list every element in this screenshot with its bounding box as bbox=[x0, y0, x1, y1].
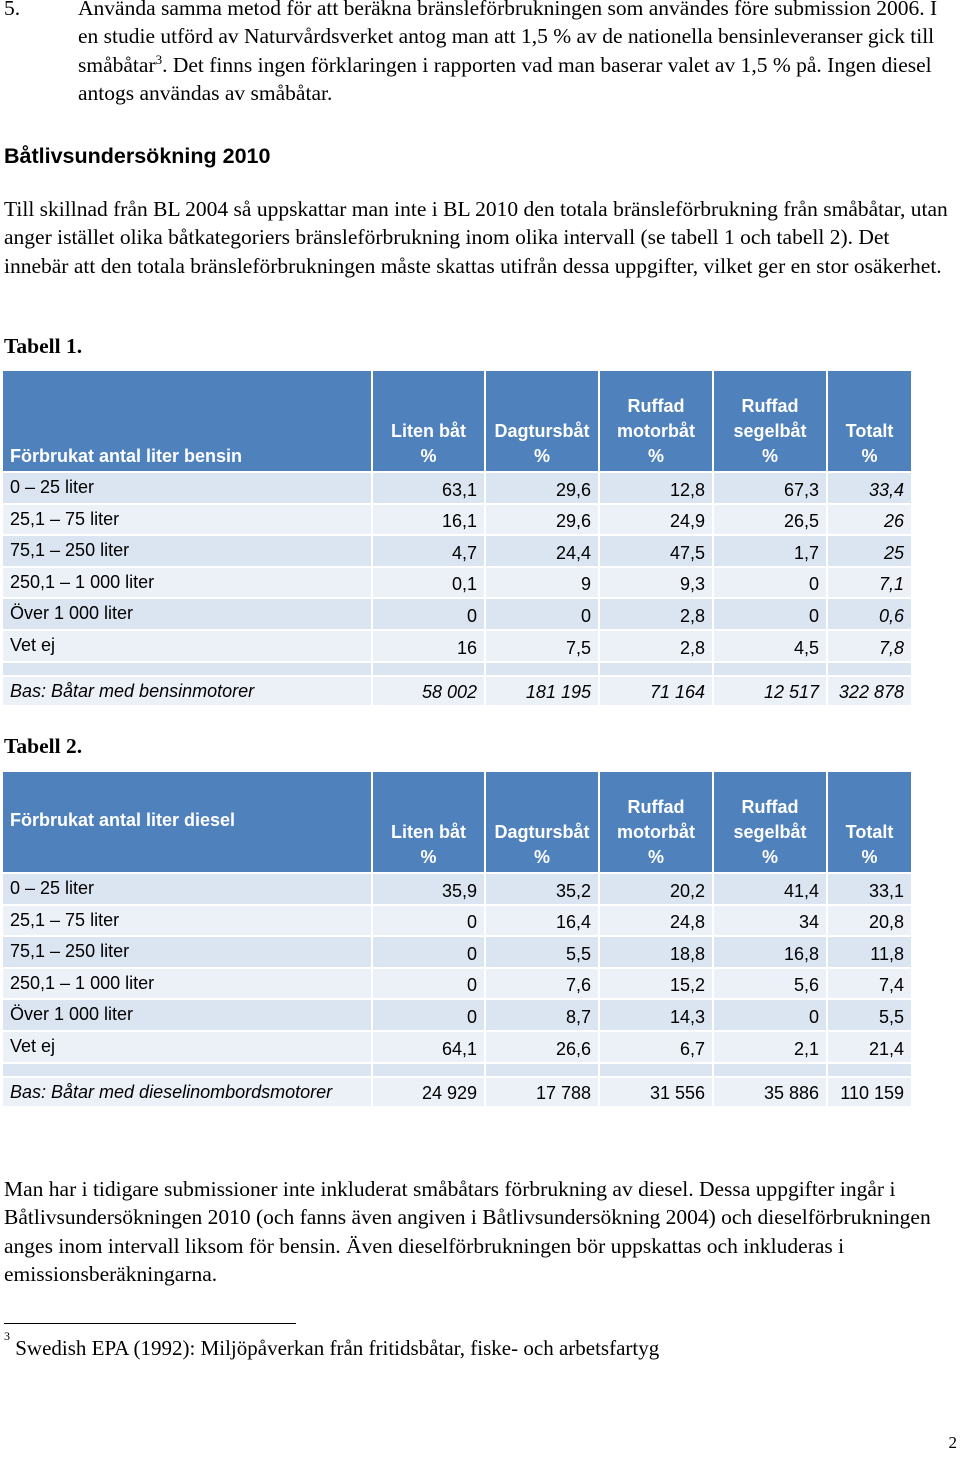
table-cell: 20,8 bbox=[828, 906, 913, 938]
table-cell: 25 bbox=[828, 536, 913, 568]
header-mid: Liten båt bbox=[391, 822, 466, 842]
table-cell: 5,5 bbox=[486, 937, 600, 969]
row-label: Över 1 000 liter bbox=[3, 599, 373, 631]
table-cell: 35,9 bbox=[373, 874, 486, 906]
table-row bbox=[3, 473, 913, 505]
header-mid: segelbåt bbox=[733, 822, 807, 842]
table-cell: 35,2 bbox=[486, 874, 600, 906]
table-cell: 24,8 bbox=[600, 906, 714, 938]
row-label: 0 – 25 liter bbox=[3, 874, 373, 906]
table-cell: 26,6 bbox=[486, 1032, 600, 1064]
table-cell: 16 bbox=[373, 631, 486, 663]
base-label: Bas: Båtar med bensinmotorer bbox=[3, 677, 373, 707]
row-label: 25,1 – 75 liter bbox=[3, 505, 373, 537]
table-cell: 5,5 bbox=[828, 1000, 913, 1032]
table-cell: 34 bbox=[714, 906, 828, 938]
table-cell: 29,6 bbox=[486, 473, 600, 505]
base-cell: 12 517 bbox=[714, 677, 828, 707]
header-col bbox=[828, 371, 913, 473]
row-label: 0 – 25 liter bbox=[3, 473, 373, 505]
table-cell: 2,8 bbox=[600, 599, 714, 631]
footnote-ref: 3 bbox=[155, 51, 163, 67]
base-row bbox=[3, 677, 913, 707]
base-cell: 181 195 bbox=[486, 677, 600, 707]
table-cell: 18,8 bbox=[600, 937, 714, 969]
table-cell: 16,8 bbox=[714, 937, 828, 969]
header-col bbox=[486, 371, 600, 473]
table-cell: 24,9 bbox=[600, 505, 714, 537]
row-label: 25,1 – 75 liter bbox=[3, 906, 373, 938]
footnote-divider bbox=[4, 1323, 296, 1324]
table-row bbox=[3, 631, 913, 663]
header-mid: segelbåt bbox=[733, 421, 807, 441]
table-cell: 21,4 bbox=[828, 1032, 913, 1064]
table-row bbox=[3, 906, 913, 938]
table-cell: 47,5 bbox=[600, 536, 714, 568]
header-mid: Dagtursbåt bbox=[494, 822, 590, 842]
section-heading: Båtlivsundersökning 2010 bbox=[4, 144, 271, 168]
table-row bbox=[3, 969, 913, 1001]
table-cell: 7,1 bbox=[828, 568, 913, 600]
header-mid: Liten båt bbox=[391, 421, 466, 441]
row-label: 250,1 – 1 000 liter bbox=[3, 969, 373, 1001]
table-bensin bbox=[3, 371, 913, 707]
table-cell: 26,5 bbox=[714, 505, 828, 537]
header-unit: % bbox=[647, 446, 664, 466]
header-top: Ruffad bbox=[741, 396, 799, 416]
table-cell: 5,6 bbox=[714, 969, 828, 1001]
header-unit: % bbox=[420, 446, 437, 466]
table-diesel bbox=[3, 772, 913, 1108]
table1-label: Tabell 1. bbox=[4, 334, 83, 358]
row-label: 75,1 – 250 liter bbox=[3, 937, 373, 969]
footnote bbox=[4, 1329, 660, 1361]
header-top bbox=[380, 795, 477, 820]
row-label: Över 1 000 liter bbox=[3, 1000, 373, 1032]
footnote-number: 3 bbox=[4, 1329, 10, 1343]
paragraph-intro: Till skillnad från BL 2004 så uppskattar man inte i BL 2010 den totala bränsleförbrukning från småbåtar, utan anger istället olika båtkategoriers bränsleförbrukning inom olika intervall (se tabell 1 och tabell 2). Det innebär att den totala bränsleförbrukningen måste skattas utifrån dessa uppgifter, vilket ger en stor osäkerhet. bbox=[4, 197, 948, 278]
table-cell: 15,2 bbox=[600, 969, 714, 1001]
header-col bbox=[600, 772, 714, 874]
table-cell: 41,4 bbox=[714, 874, 828, 906]
table-cell: 67,3 bbox=[714, 473, 828, 505]
table-cell: 0 bbox=[373, 937, 486, 969]
header-mid: Totalt bbox=[845, 822, 894, 842]
table-cell: 4,7 bbox=[373, 536, 486, 568]
header-col bbox=[600, 371, 714, 473]
list-item-text: Använda samma metod för att beräkna bränsleförbrukningen som användes före submission 2006. I en studie utförd av Naturvårdsverket antog man att 1,5 % av de nationella bensinleveranser gick till småbåtar$^3$. Det finns ingen förklaringen i rapporten vad man baserar valet av 1,5 % på. Ingen diesel antogs användas av småbåtar. bbox=[78, 0, 938, 106]
base-cell: 58 002 bbox=[373, 677, 486, 707]
base-cell: 24 929 bbox=[373, 1078, 486, 1108]
header-top: Ruffad bbox=[627, 797, 685, 817]
table-row bbox=[3, 568, 913, 600]
page-number: 2 bbox=[948, 1433, 957, 1452]
table-row bbox=[3, 937, 913, 969]
header-first: Förbrukat antal liter diesel bbox=[3, 772, 373, 874]
table-cell: 9 bbox=[486, 568, 600, 600]
row-label: Vet ej bbox=[3, 631, 373, 663]
base-cell: 322 878 bbox=[828, 677, 913, 707]
header-top bbox=[380, 394, 477, 419]
header-top bbox=[835, 394, 904, 419]
header-mid: motorbåt bbox=[617, 421, 695, 441]
header-col bbox=[373, 371, 486, 473]
table-cell: 2,1 bbox=[714, 1032, 828, 1064]
table-cell: 4,5 bbox=[714, 631, 828, 663]
table-cell: 0 bbox=[714, 568, 828, 600]
header-col bbox=[714, 371, 828, 473]
table-cell: 26 bbox=[828, 505, 913, 537]
spacer-row bbox=[3, 1064, 913, 1078]
table-cell: 0 bbox=[486, 599, 600, 631]
table-cell: 63,1 bbox=[373, 473, 486, 505]
table-cell: 0 bbox=[714, 1000, 828, 1032]
spacer-row bbox=[3, 663, 913, 677]
header-col bbox=[373, 772, 486, 874]
table-cell: 24,4 bbox=[486, 536, 600, 568]
header-col bbox=[486, 772, 600, 874]
header-unit: % bbox=[533, 446, 550, 466]
header-top bbox=[835, 795, 904, 820]
row-label: 75,1 – 250 liter bbox=[3, 536, 373, 568]
table-cell: 29,6 bbox=[486, 505, 600, 537]
table-cell: 6,7 bbox=[600, 1032, 714, 1064]
table-row bbox=[3, 1032, 913, 1064]
header-unit: % bbox=[533, 847, 550, 867]
list-item-5 bbox=[4, 0, 954, 108]
table-cell: 8,7 bbox=[486, 1000, 600, 1032]
header-top: Ruffad bbox=[627, 396, 685, 416]
table-cell: 7,6 bbox=[486, 969, 600, 1001]
header-first: Förbrukat antal liter bensin bbox=[3, 371, 373, 473]
base-row bbox=[3, 1078, 913, 1108]
table-cell: 64,1 bbox=[373, 1032, 486, 1064]
header-unit: % bbox=[647, 847, 664, 867]
header-col bbox=[828, 772, 913, 874]
table2-label: Tabell 2. bbox=[4, 734, 83, 758]
header-mid: Dagtursbåt bbox=[494, 421, 590, 441]
base-cell: 31 556 bbox=[600, 1078, 714, 1108]
header-top bbox=[493, 394, 591, 419]
base-label: Bas: Båtar med dieselinombordsmotorer bbox=[3, 1078, 373, 1108]
header-unit: % bbox=[420, 847, 437, 867]
table-cell: 0 bbox=[373, 906, 486, 938]
table-row bbox=[3, 599, 913, 631]
header-mid: motorbåt bbox=[617, 822, 695, 842]
base-cell: 35 886 bbox=[714, 1078, 828, 1108]
table-cell: 0 bbox=[373, 599, 486, 631]
table-row bbox=[3, 505, 913, 537]
footnote-text: Swedish EPA (1992): Miljöpåverkan från fritidsbåtar, fiske- och arbetsfartyg bbox=[15, 1336, 660, 1360]
table-row bbox=[3, 874, 913, 906]
table-cell: 33,4 bbox=[828, 473, 913, 505]
header-unit: % bbox=[861, 446, 878, 466]
table-cell: 12,8 bbox=[600, 473, 714, 505]
table-cell: 33,1 bbox=[828, 874, 913, 906]
table-cell: 1,7 bbox=[714, 536, 828, 568]
header-mid: Totalt bbox=[845, 421, 894, 441]
header-col bbox=[714, 772, 828, 874]
table-cell: 20,2 bbox=[600, 874, 714, 906]
header-unit: % bbox=[861, 847, 878, 867]
header-unit: % bbox=[761, 847, 778, 867]
table-row bbox=[3, 536, 913, 568]
base-cell: 17 788 bbox=[486, 1078, 600, 1108]
header-unit: % bbox=[761, 446, 778, 466]
list-number: 5. bbox=[4, 0, 21, 20]
base-cell: 110 159 bbox=[828, 1078, 913, 1108]
table-cell: 7,4 bbox=[828, 969, 913, 1001]
table-cell: 11,8 bbox=[828, 937, 913, 969]
table-row bbox=[3, 1000, 913, 1032]
table-cell: 16,4 bbox=[486, 906, 600, 938]
table-cell: 2,8 bbox=[600, 631, 714, 663]
table-cell: 0 bbox=[714, 599, 828, 631]
table-cell: 16,1 bbox=[373, 505, 486, 537]
row-label: 250,1 – 1 000 liter bbox=[3, 568, 373, 600]
table-cell: 7,8 bbox=[828, 631, 913, 663]
paragraph-diesel: Man har i tidigare submissioner inte inkluderat småbåtars förbrukning av diesel. Dessa uppgifter ingår i Båtlivsundersökningen 2010 (och fanns även angiven i Båtlivsundersökning 2004) och dieselförbrukningen anges inom intervall liksom för bensin. Även dieselförbrukningen bör uppskattas och inkluderas i emissionsberäkningarna. bbox=[4, 1177, 931, 1287]
table-cell: 0,1 bbox=[373, 568, 486, 600]
base-cell: 71 164 bbox=[600, 677, 714, 707]
table-cell: 0 bbox=[373, 1000, 486, 1032]
table-cell: 0 bbox=[373, 969, 486, 1001]
table-cell: 0,6 bbox=[828, 599, 913, 631]
header-top: Ruffad bbox=[741, 797, 799, 817]
table-cell: 14,3 bbox=[600, 1000, 714, 1032]
header-top bbox=[493, 795, 591, 820]
row-label: Vet ej bbox=[3, 1032, 373, 1064]
table-cell: 7,5 bbox=[486, 631, 600, 663]
table-cell: 9,3 bbox=[600, 568, 714, 600]
